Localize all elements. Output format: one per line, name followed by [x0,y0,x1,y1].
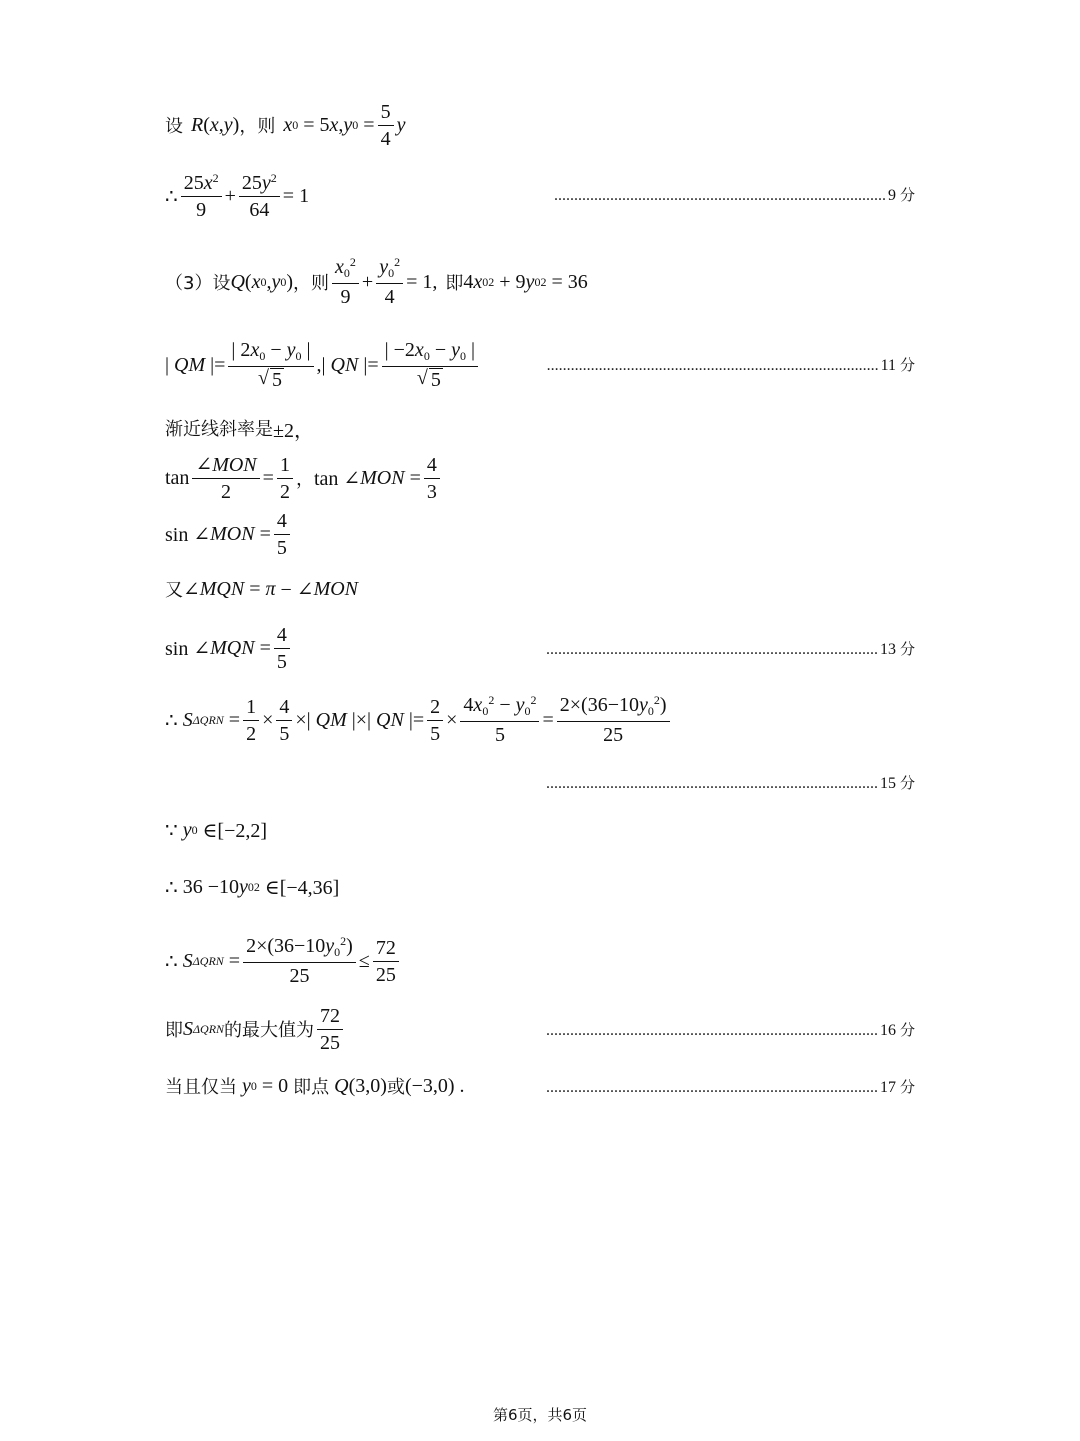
line-expr-range: ∴ 36 −10 y 0 2 ∈[−4,36] [165,875,340,899]
score-13: ................................................................................... 13 分 [545,640,915,658]
line-area-bound: ∴ S ΔQRN = $\frac{2\times(36-10y_0^2)}{25}$ ≤ $\frac{72}{25}$ [165,931,402,991]
text-she: 设 [165,116,183,137]
text-ze: 则 [257,116,276,137]
line-ellipse-eq: ∴ $\frac{25x^2}{9}$ + $\frac{25y^2}{64}$ = 1 [165,170,310,221]
line-qm-qn: | QM |= | $2x_0 - y_0$ | √ 5 ,| QN |= | $-2x_0 - y_0$ | √ 5 [165,335,481,395]
line-y0-range: ∵ y 0 ∈[−2,2] [165,818,268,842]
line-equality: 当且仅当 y 0 = 0 即点 Q (3,0) 或 (−3,0) . [165,1074,465,1098]
line-sin-mqn: sin ∠ MQN = $\frac{4}{5}$ [165,618,293,678]
line-max-value: 即 S ΔQRN 的最大值为 $\frac{72}{25}$ [165,999,346,1059]
score-11: ................................................................................... 11 分 [546,356,915,374]
text-part3: （3）设 [165,273,231,294]
line-part3: （3）设 Q ( x 0 , y 0 ) ， 则 $\frac{x_0^2}{9}$ + $\frac{y_0^2}{4}$ = 1, 即 4 x 0 2 + 9 y 0 2 = 36 [165,255,588,308]
page-footer: 第6页，共6页 [492,1406,588,1424]
line-tan: tan $\frac{\text{∠MON}}{2}$ = $\frac{1}{2}$ ， tan ∠ MON = $\frac{4}{3}$ [165,448,443,508]
score-15: ................................................................................... 15 分 [545,774,915,792]
score-9: ................................................................................... 9 分 [553,186,915,204]
score-16: ................................................................................... 16 分 [545,1021,915,1039]
line-area: ∴ S ΔQRN = $\frac{1}{2}$ × $\frac{4}{5}$ ×| QM |×| QN |= $\frac{2}{5}$ × $\frac{4x_0^2 - y_0^2}{5}$ = $\frac{2\times(36-10y_0^2)}{25}$ [165,690,673,750]
text-comma: ， [239,116,258,137]
therefore-sign: ∴ [165,185,178,208]
line-asymptote: 渐近线斜率是 ±2， [165,419,314,442]
line-set-r: 设 R ( x , y ) ， 则 x 0 = 5 x , y 0 = $\frac{5}{4}$ y [165,100,406,150]
score-17: ................................................................................... 17 分 [545,1078,915,1096]
line-sin-mon: sin ∠ MON = $\frac{4}{5}$ [165,504,293,564]
line-angle-mqn: 又 ∠ MQN = π − ∠ MON [165,577,359,601]
